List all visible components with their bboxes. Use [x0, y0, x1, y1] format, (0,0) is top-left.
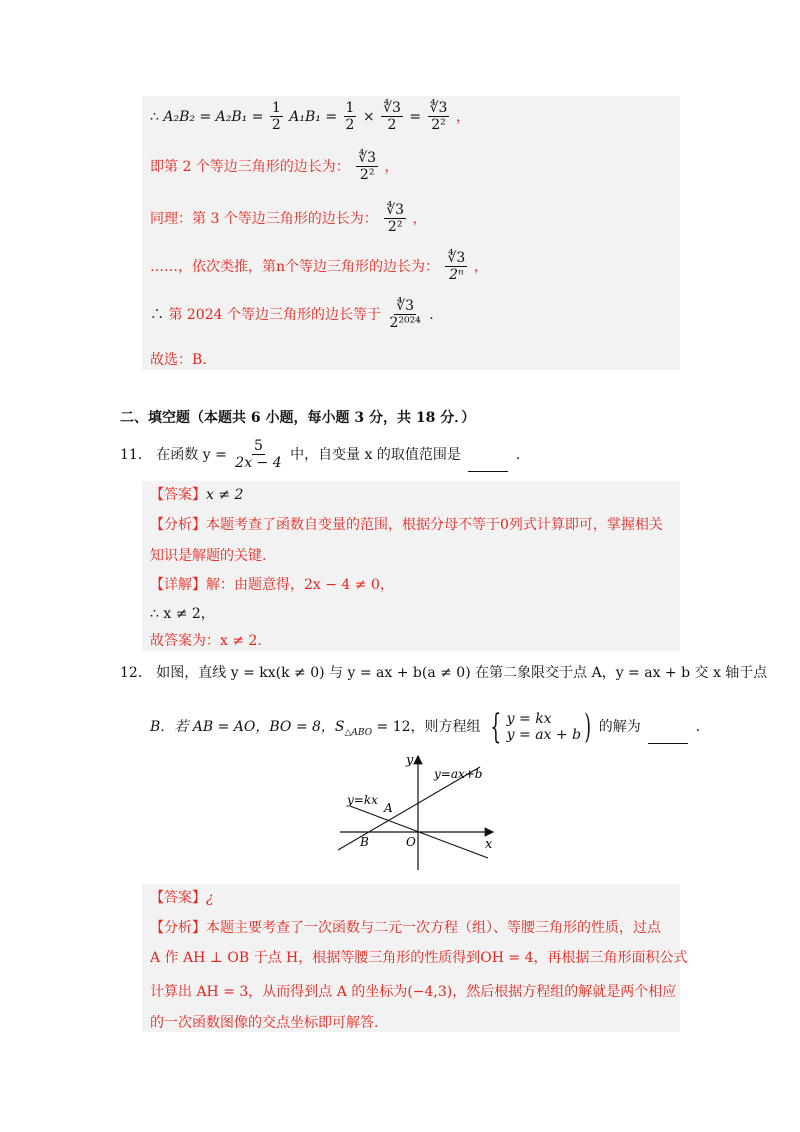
equation-system: { y = kx y = ax + b )	[490, 707, 591, 747]
q11-detail-line-2: ∴ x ≠ 2，	[150, 606, 215, 622]
answer-block-11	[142, 481, 680, 651]
q11-detail-line-3: 故答案为：x ≠ 2.	[150, 633, 262, 649]
fraction-half: $\frac{1}{2}$	[271, 100, 281, 134]
q11-analysis-line-2: 知识是解题的关键.	[150, 548, 267, 564]
q12-analysis-line-1: 【分析】本题主要考查了一次函数与二元一次方程（组）、等腰三角形的性质，过点	[150, 920, 661, 936]
solution-line-4: ……，依次类推，第n个等边三角形的边长为： $\frac{∜3}{\text{2ⁿ}}$ ，	[150, 250, 488, 284]
answer-blank-11	[468, 471, 508, 472]
question-11: 11． 在函数 y = $\frac{5}{2x - 4}$ 中，自变量 x 的取值范围是 .	[120, 438, 521, 472]
label-point-a: A	[384, 801, 393, 815]
q12-analysis-line-4: 的一次函数图像的交点坐标即可解答.	[150, 1015, 379, 1031]
q12-answer-line: 【答案】¿	[150, 890, 214, 906]
label-x-axis: x	[485, 837, 493, 852]
label-line-kx: y=kx	[347, 793, 378, 807]
answer-blank-12	[648, 743, 688, 744]
q11-analysis-line-1: 【分析】本题考查了函数自变量的范围，根据分母不等于0列式计算即可，掌握相关	[150, 517, 663, 533]
solution-line-1: ∴ A₂B₂ = A₂B₁ = $\frac{1}{2}$ A₁B₁ = $\frac{1}{2}$ × $\frac{∜3}{2}$ = $\frac{∜3}{\text{2²}}$ ，	[150, 100, 470, 134]
question-12-line-2: B．若 AB = AO，BO = 8，$S_{\triangle ABO} = 12$，则方程组 { y = kx y = ax + b ) 的解为 .	[150, 707, 701, 747]
fraction-side-2: $\frac{∜3}{\text{2²}}$	[358, 150, 377, 184]
solution-line-3: 同理：第 3 个等边三角形的边长为： $\frac{∜3}{\text{2²}}$ ，	[150, 202, 427, 236]
solution-line-6: 故选：B.	[150, 352, 207, 368]
fraction-side-3: $\frac{∜3}{\text{2²}}$	[386, 202, 405, 236]
label-origin: O	[406, 835, 416, 849]
label-line-ax-plus-b: y=ax+b	[434, 767, 483, 781]
q12-analysis-line-3: 计算出 AH = 3，从而得到点 A 的坐标为(−4,3)，然后根据方程组的解就是两个相应	[150, 984, 677, 1000]
left-brace: {	[490, 707, 502, 747]
right-paren: )	[584, 707, 591, 747]
solution-line-5: ∴ 第 2024 个等边三角形的边长等于 $\frac{∜3}{\text{2²⁰²⁴}}$ .	[150, 298, 434, 332]
fraction-q11: $\frac{5}{2x - 4}$	[235, 438, 282, 472]
fraction-root-1: $\frac{∜3}{2}$	[383, 100, 401, 134]
coordinate-figure	[330, 752, 500, 876]
section-heading: 二、填空题（本题共 6 小题，每小题 3 分，共 18 分．）	[120, 410, 476, 426]
label-point-b: B	[360, 835, 369, 849]
q12-analysis-line-2: A 作 AH ⊥ OB 于点 H，根据等腰三角形的性质得到OH = 4，再根据三角形面积公式	[150, 950, 688, 966]
fraction-side-n: $\frac{∜3}{\text{2ⁿ}}$	[447, 250, 466, 284]
question-12-line-1: 12． 如图，直线 y = kx(k ≠ 0) 与 y = ax + b(a ≠ 0) 在第二象限交于点 A，y = ax + b 交 x 轴于点	[120, 665, 768, 681]
q11-answer-line: 【答案】x ≠ 2	[150, 487, 244, 503]
q11-detail-line-1: 【详解】解：由题意得，2x − 4 ≠ 0，	[150, 577, 394, 593]
fraction-half-2: $\frac{1}{2}$	[345, 100, 355, 134]
solution-line-2: 即第 2 个等边三角形的边长为： $\frac{∜3}{\text{2²}}$ ，	[150, 150, 399, 184]
label-y-axis: y	[406, 753, 414, 768]
fraction-side-2024: $\frac{∜3}{\text{2²⁰²⁴}}$	[389, 298, 421, 332]
fraction-root-2: $\frac{∜3}{\text{2²}}$	[429, 100, 448, 134]
